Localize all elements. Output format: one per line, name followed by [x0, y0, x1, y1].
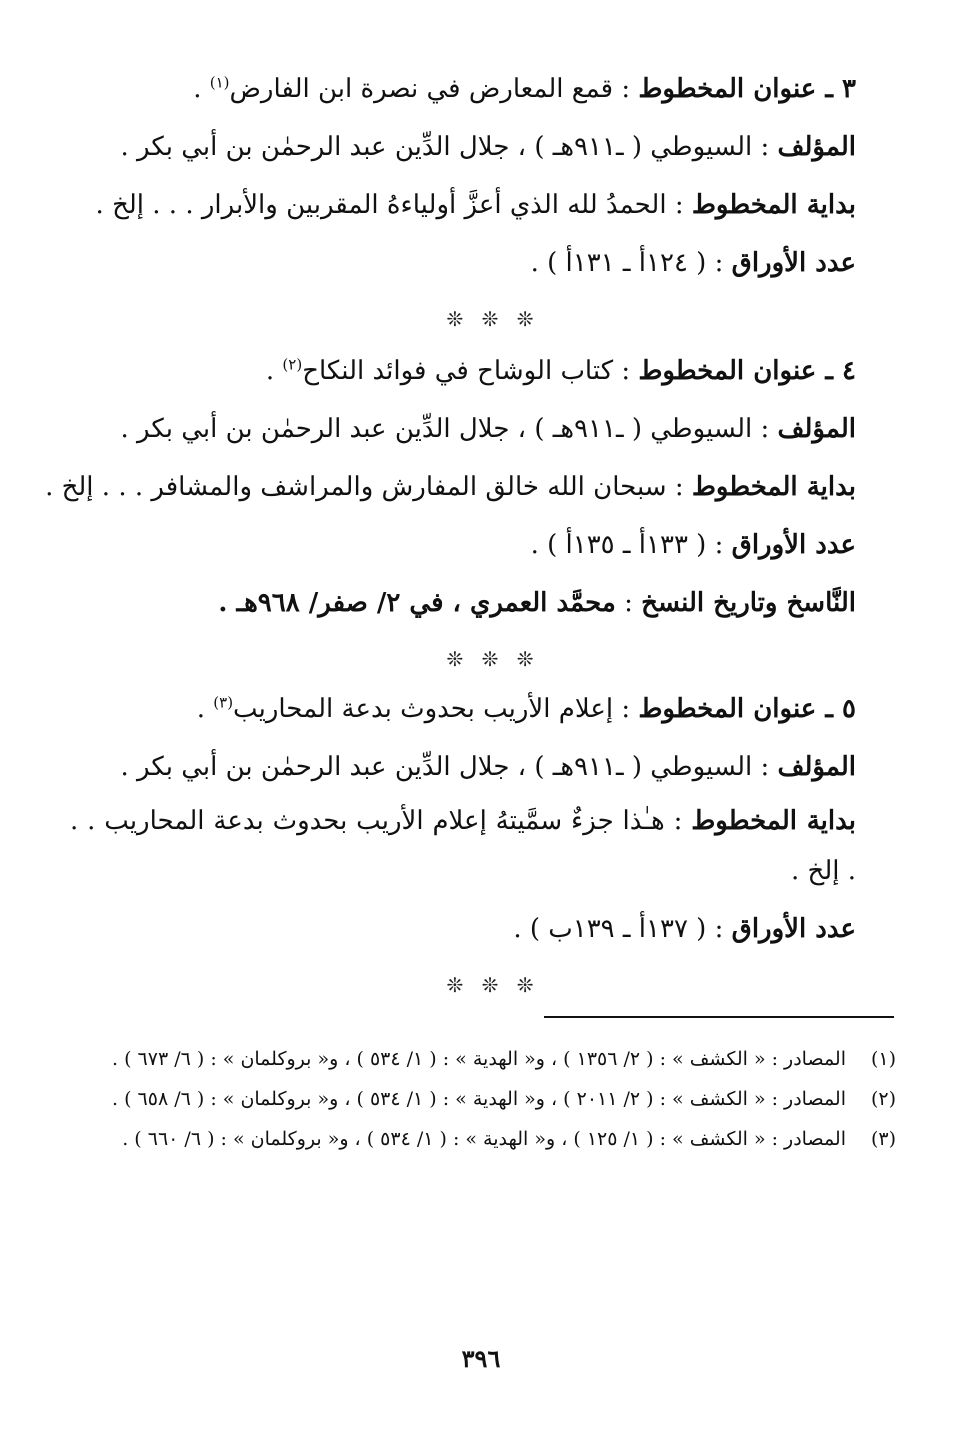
- manuscript-entry-3: [70, 60, 856, 346]
- leaves-value: ( ١٣٣أ ـ ١٣٥أ ) .: [530, 530, 707, 560]
- footnote-number: (٢): [870, 1088, 896, 1110]
- entry-leaves-line: عدد الأوراق : ( ١٣٧أ ـ ١٣٩ب ) .: [513, 914, 856, 944]
- leaves-value: ( ١٢٤أ ـ ١٣١أ ) .: [530, 248, 707, 278]
- begin-label: بداية المخطوط: [691, 806, 856, 836]
- leaves-value: ( ١٣٧أ ـ ١٣٩ب ) .: [513, 914, 707, 944]
- footnote-1: [66, 1040, 896, 1078]
- begin-value: الحمدُ لله الذي أعزَّ أولياءهُ المقربين والأبرار . . . إلخ .: [95, 190, 667, 220]
- footnote-3: [66, 1120, 896, 1158]
- begin-value: هـٰذا جزءٌ سمَّيتهُ إعلام الأريب بحدوث بدعة المحاريب . . . إلخ .: [70, 806, 856, 886]
- author-value: السيوطي ( ـ٩١١هـ ) ، جلال الدِّين عبد الرحمٰن بن أبي بكر .: [120, 132, 753, 162]
- entry-leaves-line: عدد الأوراق : ( ١٣٣أ ـ ١٣٥أ ) .: [530, 530, 856, 560]
- footnote-2: [66, 1080, 896, 1118]
- author-value: السيوطي ( ـ٩١١هـ ) ، جلال الدِّين عبد الرحمٰن بن أبي بكر .: [120, 414, 753, 444]
- entry-title-line: ٤ ـ عنوان المخطوط : كتاب الوشاح في فوائد النكاح$^{(٢)}$ .: [265, 355, 856, 386]
- footnote-divider: [544, 1016, 894, 1018]
- title-value: قمع المعارض في نصرة ابن الفارض: [229, 74, 614, 104]
- entry-title-line: ٥ ـ عنوان المخطوط : إعلام الأريب بحدوث بدعة المحاريب$^{(٣)}$ .: [196, 693, 856, 724]
- section-separator: ❊ ❊ ❊: [446, 307, 540, 331]
- leaves-label: عدد الأوراق: [731, 248, 856, 278]
- entry-copyist-line: النَّاسخ وتاريخ النسخ : محمَّد العمري ، في ٢/ صفر/ ٩٦٨هـ .: [218, 588, 856, 618]
- author-label: المؤلف: [777, 132, 856, 162]
- footnote-ref: (٢): [282, 355, 303, 374]
- page-number: ٣٩٦: [461, 1344, 501, 1373]
- title-label: ٣ ـ عنوان المخطوط: [638, 74, 856, 104]
- title-value: كتاب الوشاح في فوائد النكاح: [302, 356, 614, 386]
- footnote-number: (١): [870, 1048, 896, 1070]
- title-label: ٥ ـ عنوان المخطوط: [638, 694, 856, 724]
- footnote-text: المصادر : « الكشف » : ( ١/ ١٢٥ ) ، و« الهدية » : ( ١/ ٥٣٤ ) ، و« بروكلمان » : ( ٦/ ٦٦٠ ) .: [122, 1128, 846, 1150]
- entry-title-line: ٣ ـ عنوان المخطوط : قمع المعارض في نصرة ابن الفارض$^{(١)}$ .: [193, 73, 856, 104]
- section-separator: ❊ ❊ ❊: [446, 973, 540, 997]
- begin-label: بداية المخطوط: [691, 472, 856, 502]
- footnotes: [66, 1040, 896, 1160]
- title-value: إعلام الأريب بحدوث بدعة المحاريب: [233, 694, 614, 724]
- title-label: ٤ ـ عنوان المخطوط: [638, 356, 856, 386]
- entry-begin-line: بداية المخطوط : سبحان الله خالق المفارش والمراشف والمشافر . . . إلخ .: [45, 472, 856, 502]
- footnote-number: (٣): [870, 1128, 896, 1150]
- entry-begin-line: بداية المخطوط : هـٰذا جزءٌ سمَّيتهُ إعلام الأريب بحدوث بدعة المحاريب . . . إلخ .: [70, 806, 856, 886]
- author-label: المؤلف: [777, 414, 856, 444]
- leaves-label: عدد الأوراق: [731, 914, 856, 944]
- begin-label: بداية المخطوط: [691, 190, 856, 220]
- manuscript-entry-5: [70, 680, 856, 1012]
- author-value: السيوطي ( ـ٩١١هـ ) ، جلال الدِّين عبد الرحمٰن بن أبي بكر .: [120, 752, 753, 782]
- footnote-text: المصادر : « الكشف » : ( ٢/ ١٣٥٦ ) ، و« الهدية » : ( ١/ ٥٣٤ ) ، و« بروكلمان » : ( ٦/ ٦٧٣ ) .: [112, 1048, 846, 1070]
- entry-leaves-line: عدد الأوراق : ( ١٢٤أ ـ ١٣١أ ) .: [530, 248, 856, 278]
- footnote-text: المصادر : « الكشف » : ( ٢/ ٢٠١١ ) ، و« الهدية » : ( ١/ ٥٣٤ ) ، و« بروكلمان » : ( ٦/ ٦٥٨ ) .: [112, 1088, 846, 1110]
- entry-author-line: المؤلف : السيوطي ( ـ٩١١هـ ) ، جلال الدِّين عبد الرحمٰن بن أبي بكر .: [120, 752, 856, 782]
- entry-author-line: المؤلف : السيوطي ( ـ٩١١هـ ) ، جلال الدِّين عبد الرحمٰن بن أبي بكر .: [120, 414, 856, 444]
- manuscript-entry-4: [45, 342, 856, 686]
- entry-begin-line: بداية المخطوط : الحمدُ لله الذي أعزَّ أولياءهُ المقربين والأبرار . . . إلخ .: [95, 190, 856, 220]
- author-label: المؤلف: [777, 752, 856, 782]
- footnote-ref: (١): [209, 73, 230, 92]
- entry-author-line: المؤلف : السيوطي ( ـ٩١١هـ ) ، جلال الدِّين عبد الرحمٰن بن أبي بكر .: [120, 132, 856, 162]
- leaves-label: عدد الأوراق: [731, 530, 856, 560]
- footnote-ref: (٣): [213, 693, 234, 712]
- section-separator: ❊ ❊ ❊: [446, 647, 540, 671]
- copyist-label: النَّاسخ وتاريخ النسخ: [641, 588, 856, 618]
- begin-value: سبحان الله خالق المفارش والمراشف والمشافر . . . إلخ .: [45, 472, 667, 502]
- copyist-value: محمَّد العمري ، في ٢/ صفر/ ٩٦٨هـ .: [218, 588, 616, 618]
